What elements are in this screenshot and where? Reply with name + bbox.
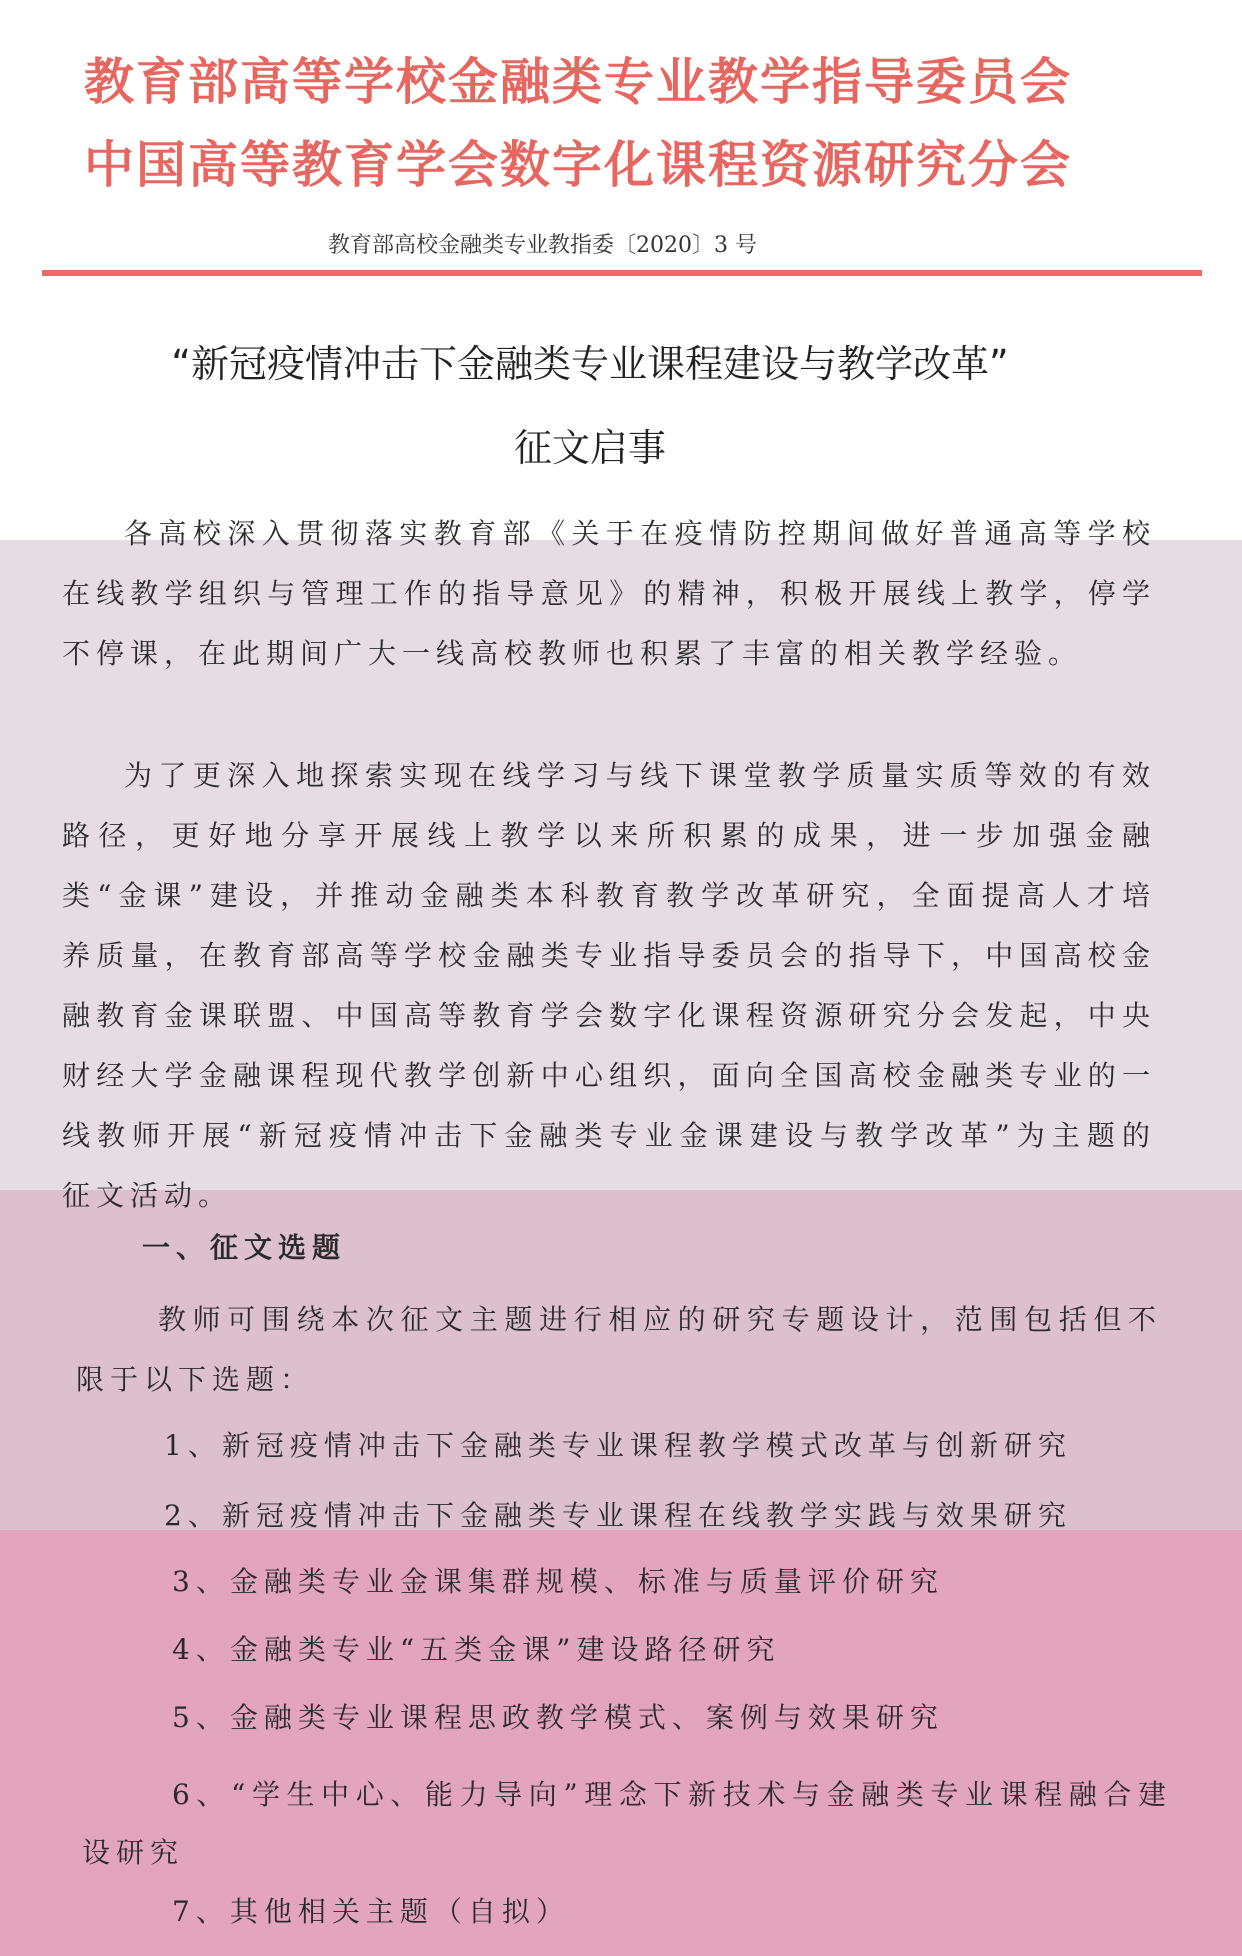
topic-item: 4、金融类专业“五类金课”建设路径研究	[172, 1633, 781, 1666]
section-heading: 一、征文选题	[142, 1231, 347, 1264]
body-paragraph-2: 为了更深入地探索实现在线学习与线下课堂教学质量实质等效的有效路径，更好地分享开展线上教学以来所积累的成果，进一步加强金融类“金课”建设，并推动金融类本科教育教学改革研究，全面提高人才培养质量，在教育部高等学校金融类专业指导委员会的指导下，中国高校金融教育金课联盟、中国高等教育学会数字化课程资源研究分会发起，中央财经大学金融课程现代教学创新中心组织，面向全国高校金融类专业的一线教师开展“新冠疫情冲击下金融类专业金课建设与教学改革”为主题的征文活动。	[62, 759, 1156, 1212]
red-header-rule	[42, 270, 1202, 276]
section-intro: 教师可围绕本次征文主题进行相应的研究专题设计，范围包括但不限于以下选题：	[76, 1303, 1162, 1396]
document-subtitle: 征文启事	[513, 426, 666, 470]
issuer-name-line-2: 中国高等教育学会数字化课程资源研究分会	[84, 136, 1072, 194]
topic-item: 2、新冠疫情冲击下金融类专业课程在线教学实践与效果研究	[164, 1499, 1072, 1532]
topic-item: 7、其他相关主题（自拟）	[172, 1895, 570, 1928]
topic-item: 1、新冠疫情冲击下金融类专业课程教学模式改革与创新研究	[164, 1429, 1072, 1462]
document-title: “新冠疫情冲击下金融类专业课程建设与教学改革”	[171, 342, 1009, 386]
topic-item: 6、“学生中心、能力导向”理念下新技术与金融类专业课程融合建设研究	[82, 1778, 1172, 1869]
topic-item: 3、金融类专业金课集群规模、标准与质量评价研究	[172, 1565, 944, 1598]
topic-item: 5、金融类专业课程思政教学模式、案例与效果研究	[172, 1701, 944, 1734]
body-paragraph-1: 各高校深入贯彻落实教育部《关于在疫情防控期间做好普通高等学校在线教学组织与管理工作的指导意见》的精神，积极开展线上教学，停学不停课，在此期间广大一线高校教师也积累了丰富的相关教学经验。	[62, 517, 1156, 670]
document-number: 教育部高校金融类专业教指委〔2020〕3 号	[328, 233, 757, 258]
issuer-name-line-1: 教育部高等学校金融类专业教学指导委员会	[84, 53, 1072, 111]
